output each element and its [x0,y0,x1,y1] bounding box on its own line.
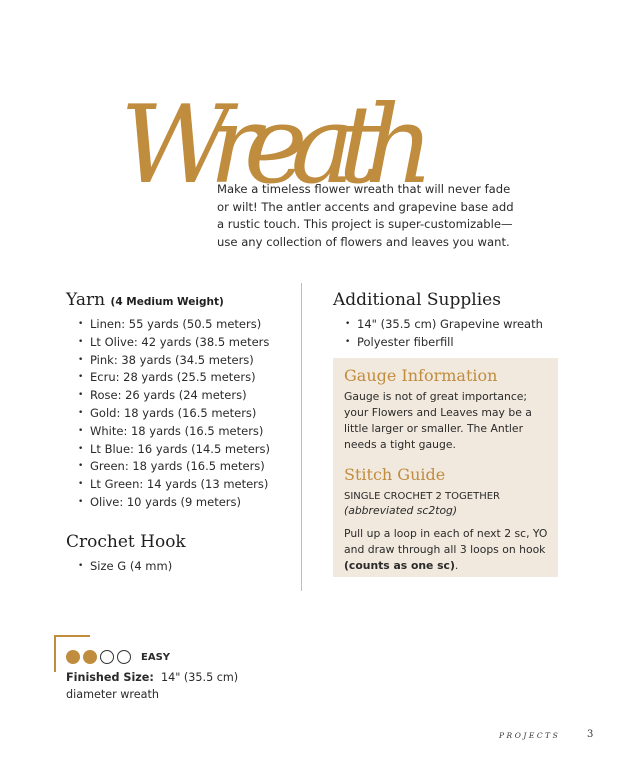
hook-section [66,532,186,576]
list-item: • Lt Olive: 42 yards (38.5 meters [66,334,281,352]
list-item: • Green: 18 yards (16.5 meters) [66,458,281,476]
page-number: 3 [587,729,594,740]
list-item: • Lt Green: 14 yards (13 meters) [66,476,281,494]
difficulty-label: EASY [141,651,171,663]
list-item: • White: 18 yards (16.5 meters) [66,423,281,441]
list-item: • Olive: 10 yards (9 meters) [66,494,281,512]
stitch-name: SINGLE CROCHET 2 TOGETHER [344,491,500,502]
page-title: Wreath [120,83,430,208]
list-item: • 14" (35.5 cm) Grapevine wreath [333,316,563,334]
list-item: • Linen: 55 yards (50.5 meters) [66,316,281,334]
gauge-heading: Gauge Information [344,366,498,385]
materials-column [66,290,281,512]
footer-section: PROJECTS [499,731,561,740]
gauge-stitch-box [333,358,558,577]
list-item: • Ecru: 28 yards (25.5 meters) [66,369,281,387]
hook-list [66,558,186,576]
supplies-heading: Additional Supplies [333,290,501,310]
supplies-column [333,290,563,352]
hook-heading: Crochet Hook [66,532,186,552]
intro-paragraph: Make a timeless flower wreath that will never fade or wilt! The antler accents and grapevine base add a rustic touch. This project is super-customizable—use any collection of flowers and leaves you want. [217,182,514,249]
list-item: • Lt Blue: 16 yards (14.5 meters) [66,441,281,459]
list-item: • Polyester fiberfill [333,334,563,352]
list-item: • Rose: 26 yards (24 meters) [66,387,281,405]
stitch-heading: Stitch Guide [344,465,446,484]
list-item: • Size G (4 mm) [66,558,186,576]
difficulty-dot [117,650,131,664]
list-item: • Pink: 38 yards (34.5 meters) [66,352,281,370]
difficulty-rating [66,650,170,664]
yarn-list [66,316,281,512]
difficulty-dot [83,650,97,664]
difficulty-dot [66,650,80,664]
yarn-heading: Yarn (4 Medium Weight) [66,290,224,310]
supplies-list [333,316,563,352]
stitch-bold: (counts as one sc) [344,559,455,572]
column-divider [301,283,302,591]
gauge-text: Gauge is not of great importance; your Flowers and Leaves may be a little larger or smaller. The Antler needs a tight gauge. [344,390,532,451]
list-item: • Gold: 18 yards (16.5 meters) [66,405,281,423]
stitch-text: Pull up a loop in each of next 2 sc, YO and draw through all 3 loops on hook (counts as one sc). [344,527,548,572]
finished-size: Finished Size: 14" (35.5 cm) diameter wreath [66,671,239,701]
difficulty-dot [100,650,114,664]
stitch-abbrev: (abbreviated sc2tog) [344,504,458,517]
